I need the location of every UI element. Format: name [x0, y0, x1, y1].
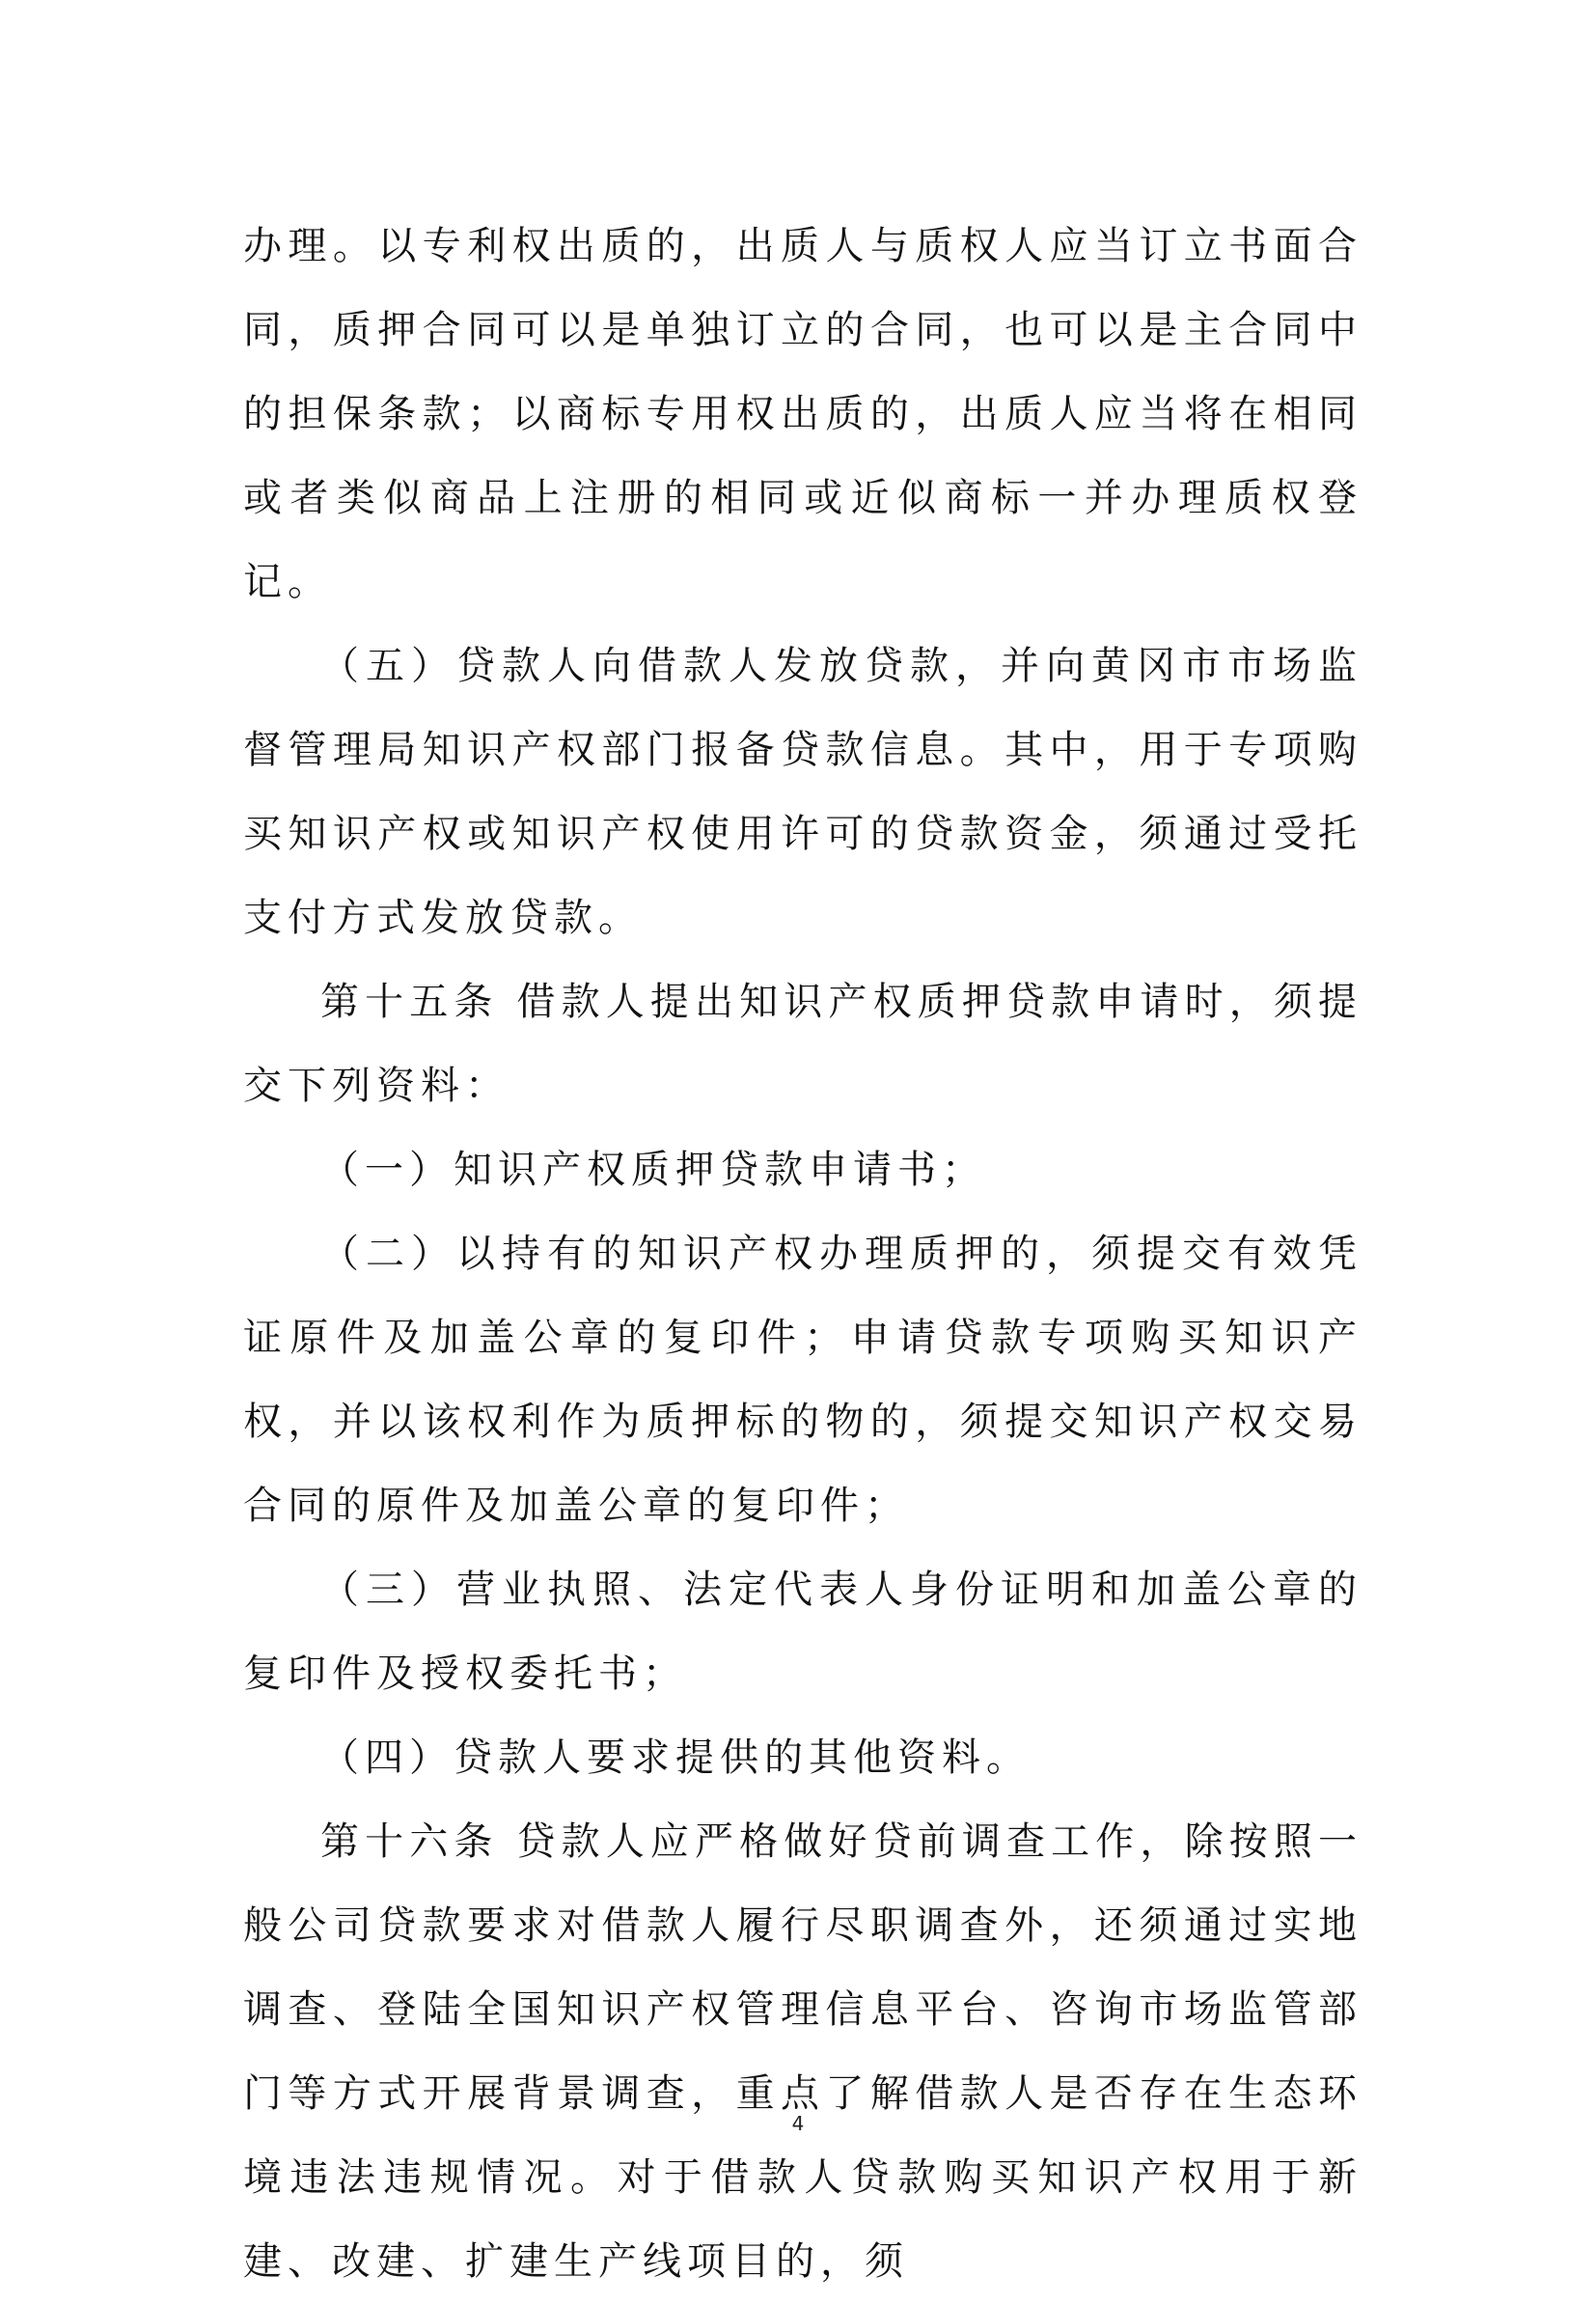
document-body: [243, 205, 1362, 2304]
paragraph-item-four-other: （四）贷款人要求提供的其他资料。: [320, 1735, 1031, 1780]
paragraph-item-two-certificates: （二）以持有的知识产权办理质押的，须提交有效凭证原件及加盖公章的复印件；申请贷款专项购买知识产权，并以该权利作为质押标的物的，须提交知识产权交易合同的原件及加盖公章的复印件；: [243, 1232, 1362, 1528]
paragraph-item-five-loan-release: （五）贷款人向借款人发放贷款，并向黄冈市市场监督管理局知识产权部门报备贷款信息。其中，用于专项购买知识产权或知识产权使用许可的贷款资金，须通过受托支付方式发放贷款。: [243, 644, 1362, 940]
paragraph-item-one-application: （一）知识产权质押贷款申请书；: [320, 1148, 986, 1192]
page-number: 4: [791, 2112, 805, 2135]
paragraph-article-16: 第十六条 贷款人应严格做好贷前调查工作，除按照一般公司贷款要求对借款人履行尽职调查外，还须通过实地调查、登陆全国知识产权管理信息平台、咨询市场监管部门等方式开展背景调查，重点了解借款人是否存在生态环境违法违规情况。对于借款人贷款购买知识产权用于新建、改建、扩建生产线项目的，须: [243, 1819, 1362, 2284]
paragraph-pledge-contract: 办理。以专利权出质的，出质人与质权人应当订立书面合同，质押合同可以是单独订立的合同，也可以是主合同中的担保条款；以商标专用权出质的，出质人应当将在相同或者类似商品上注册的相同或近似商标一并办理质权登记。: [243, 224, 1362, 604]
paragraph-article-15: 第十五条 借款人提出知识产权质押贷款申请时，须提交下列资料：: [243, 980, 1362, 1108]
paragraph-item-three-license: （三）营业执照、法定代表人身份证明和加盖公章的复印件及授权委托书；: [243, 1568, 1362, 1696]
